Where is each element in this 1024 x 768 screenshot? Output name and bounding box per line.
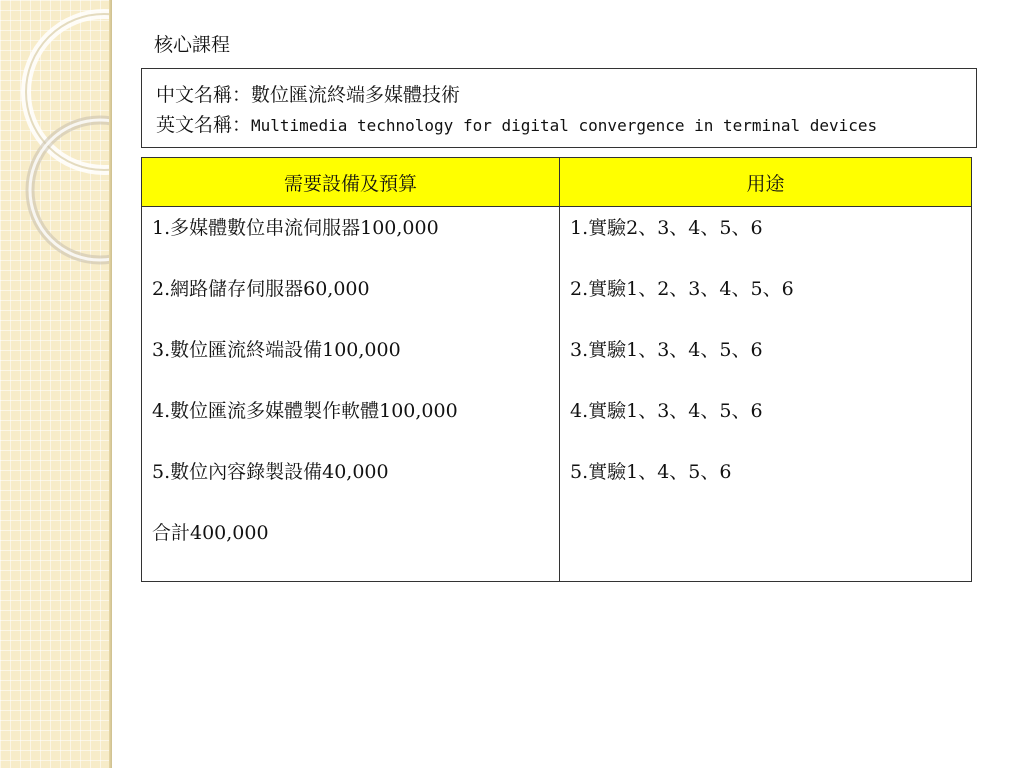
course-name-box [141, 68, 977, 148]
table-header-row [142, 158, 972, 207]
header-equipment-budget: 需要設備及預算 [142, 158, 560, 207]
english-name-label: 英文名稱： [156, 114, 252, 136]
chinese-name-label: 中文名稱： [156, 84, 252, 106]
chinese-name-value: 數位匯流終端多媒體技術 [251, 84, 461, 106]
usage-item: 1.實驗2、3、4、5、6 [570, 217, 763, 239]
section-title: 核心課程 [154, 34, 231, 56]
equipment-budget-table [141, 157, 972, 582]
header-usage: 用途 [560, 158, 972, 207]
equipment-total: 合計400,000 [152, 522, 269, 544]
decorative-side-panel [0, 0, 112, 768]
equipment-item: 4.數位匯流多媒體製作軟體100,000 [152, 400, 458, 422]
equipment-item: 5.數位內容錄製設備40,000 [152, 461, 389, 483]
usage-item: 2.實驗1、2、3、4、5、6 [570, 278, 794, 300]
side-panel-edge [109, 0, 112, 768]
english-name-line [156, 110, 962, 141]
chinese-name-line [156, 80, 962, 110]
usage-cell [560, 207, 972, 582]
equipment-cell [142, 207, 560, 582]
usage-item: 3.實驗1、3、4、5、6 [570, 339, 763, 361]
usage-item: 4.實驗1、3、4、5、6 [570, 400, 763, 422]
table-row [142, 207, 972, 582]
decorative-rings-graphic [0, 0, 112, 768]
usage-item: 5.實驗1、4、5、6 [570, 461, 732, 483]
equipment-item: 2.網路儲存伺服器60,000 [152, 278, 370, 300]
equipment-item: 3.數位匯流終端設備100,000 [152, 339, 401, 361]
equipment-item: 1.多媒體數位串流伺服器100,000 [152, 217, 439, 239]
english-name-value: Multimedia technology for digital convergence in terminal devices [251, 116, 878, 135]
